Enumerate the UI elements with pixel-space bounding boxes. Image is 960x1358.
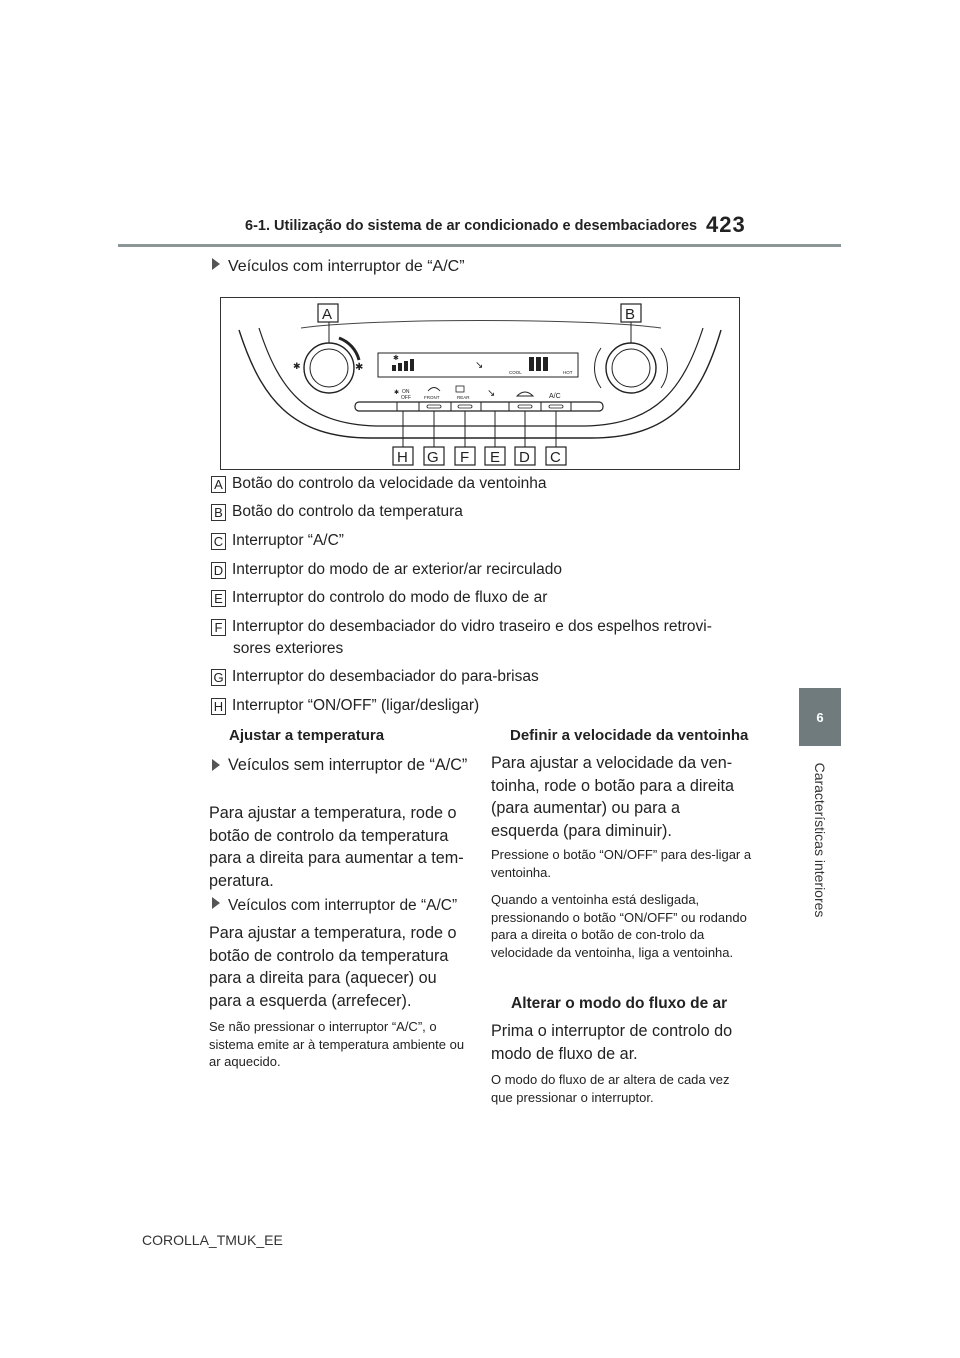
right-para-2: Prima o interruptor de controlo do modo de fluxo de ar. — [491, 1022, 733, 1063]
display-fan-icon: ✱ — [393, 355, 399, 362]
chapter-label-text: Características interiores — [812, 762, 828, 918]
callout-f: F — [460, 449, 470, 466]
temp-knob-outer — [606, 343, 656, 393]
airflow-mode-icon: ↘ — [487, 388, 496, 399]
legend-badge: H — [211, 698, 226, 715]
fan-knob-inner — [310, 349, 348, 387]
right-note-1: Pressione o botão “ON/OFF” para des-ligar a ventoinha. — [491, 847, 752, 880]
header-rule — [118, 244, 841, 247]
callout-b: B — [625, 306, 636, 323]
legend-badge: A — [211, 476, 226, 493]
legend-item-g — [211, 668, 539, 686]
right-note-2: Quando a ventoinha está desligada, pressionando o botão “ON/OFF” ou rodando para a direita o botão de con-trolo da velocidade da ventoinha, liga a ventoinha. — [491, 892, 747, 960]
recirc-indicator — [518, 405, 532, 408]
page-number: 423 — [706, 212, 746, 237]
temp-knob-arc-left — [594, 348, 601, 388]
callout-g: G — [427, 449, 439, 466]
fan-speed-heading: Definir a velocidade da ventoinha — [510, 727, 749, 744]
ac-indicator — [549, 405, 563, 408]
fan-knob-outer — [304, 343, 354, 393]
panel-top-edge — [301, 321, 661, 329]
rear-label: REAR — [457, 395, 470, 400]
rear-defog-icon — [456, 386, 464, 392]
chapter-number: 6 — [816, 709, 824, 725]
legend-badge: G — [211, 669, 226, 686]
front-defog-icon — [428, 388, 440, 392]
model-code: COROLLA_TMUK_EE — [142, 1232, 283, 1248]
climate-control-figure — [220, 297, 740, 470]
climate-panel-illustration — [221, 298, 739, 469]
ac-label: A/C — [549, 393, 561, 400]
intro-bullet — [212, 258, 465, 276]
display-airflow-icon: ↘ — [475, 360, 484, 371]
rear-defog-indicator — [458, 405, 472, 408]
temp-bar-1 — [529, 357, 534, 371]
legend-item-f — [211, 618, 712, 636]
fan-bar-1 — [392, 365, 396, 371]
triangle-bullet-icon — [212, 897, 220, 909]
legend-badge: D — [211, 562, 226, 579]
temp-knob-inner — [612, 349, 650, 387]
fan-bar-2 — [398, 363, 402, 371]
legend-badge: B — [211, 504, 226, 521]
fan-high-icon: ✱ — [355, 362, 364, 373]
section-title: 6-1. Utilização do sistema de ar condicionado e desembaciadores — [245, 218, 698, 234]
dash-outer-contour — [239, 330, 721, 438]
legend-badge: F — [211, 619, 226, 636]
legend-item-d — [211, 561, 562, 579]
intro-bullet-text: Veículos com interruptor de “A/C” — [228, 258, 465, 275]
button-strip — [355, 402, 603, 411]
legend-text: Interruptor “ON/OFF” (ligar/desligar) — [232, 697, 480, 714]
chapter-label — [806, 755, 834, 925]
onoff-fan-icon: ✱ — [394, 390, 400, 396]
legend-badge: C — [211, 533, 226, 550]
front-defog-indicator — [427, 405, 441, 408]
on-label: ON — [402, 389, 410, 395]
left-bullet-2 — [212, 897, 457, 915]
callout-e: E — [490, 449, 501, 466]
callout-c: C — [550, 449, 561, 466]
temp-knob-arc-right — [661, 348, 668, 388]
temp-bar-2 — [536, 357, 541, 371]
legend-text: Interruptor do desembaciador do vidro traseiro e dos espelhos retrovi- — [232, 618, 712, 635]
legend-item-c — [211, 532, 344, 550]
triangle-bullet-icon — [212, 258, 220, 270]
legend-item-a — [211, 475, 547, 493]
callout-h: H — [397, 449, 408, 466]
front-label: FRONT — [424, 395, 440, 400]
temperature-heading: Ajustar a temperatura — [229, 727, 385, 744]
callout-a: A — [322, 306, 333, 323]
triangle-bullet-icon — [212, 759, 220, 771]
fan-bar-4 — [410, 359, 414, 371]
airflow-heading: Alterar o modo do fluxo de ar — [511, 995, 728, 1012]
fan-low-icon: ✱ — [293, 361, 301, 371]
legend-item-b — [211, 503, 463, 521]
legend-text: Botão do controlo da velocidade da ventoinha — [232, 475, 547, 492]
cool-label: COOL — [509, 370, 522, 375]
legend-item-h — [211, 697, 479, 715]
legend-item-e — [211, 589, 547, 607]
off-label: OFF — [401, 395, 411, 401]
left-para-2: Para ajustar a temperatura, rode o botão de controlo da temperatura para a direita para (aquecer) ou para a esquerda (arrefecer). — [209, 924, 457, 1010]
chapter-tab — [799, 688, 841, 746]
left-para-1: Para ajustar a temperatura, rode o botão de controlo da temperatura para a direita para aumentar a tem-peratura. — [209, 804, 464, 890]
right-para-1: Para ajustar a velocidade da ven-toinha, rode o botão para a direita (para aumentar) ou para a esquerda (para diminuir). — [491, 754, 734, 840]
legend-text: Interruptor do modo de ar exterior/ar recirculado — [232, 561, 562, 578]
legend-text: Interruptor “A/C” — [232, 532, 344, 549]
recirculation-icon — [517, 392, 533, 396]
legend-text: Botão do controlo da temperatura — [232, 503, 463, 520]
fan-speed-arc — [339, 338, 359, 360]
legend-badge: E — [211, 590, 226, 607]
legend-text: Interruptor do controlo do modo de fluxo de ar — [232, 589, 548, 606]
left-note: Se não pressionar o interruptor “A/C”, o sistema emite ar à temperatura ambiente ou ar aquecido. — [209, 1019, 465, 1069]
legend-item-f-continuation: sores exteriores — [233, 640, 344, 657]
temp-bar-3 — [543, 357, 548, 371]
fan-bar-3 — [404, 361, 408, 371]
left-bullet-1 — [212, 754, 472, 777]
left-bullet-2-text: Veículos com interruptor de “A/C” — [228, 897, 458, 914]
legend-text: Interruptor do desembaciador do para-brisas — [232, 668, 539, 685]
left-bullet-1-text: Veículos sem interruptor de “A/C” — [228, 756, 468, 774]
right-note-3: O modo do fluxo de ar altera de cada vez que pressionar o interruptor. — [491, 1072, 730, 1105]
hot-label: HOT — [563, 370, 573, 375]
callout-d: D — [519, 449, 530, 466]
